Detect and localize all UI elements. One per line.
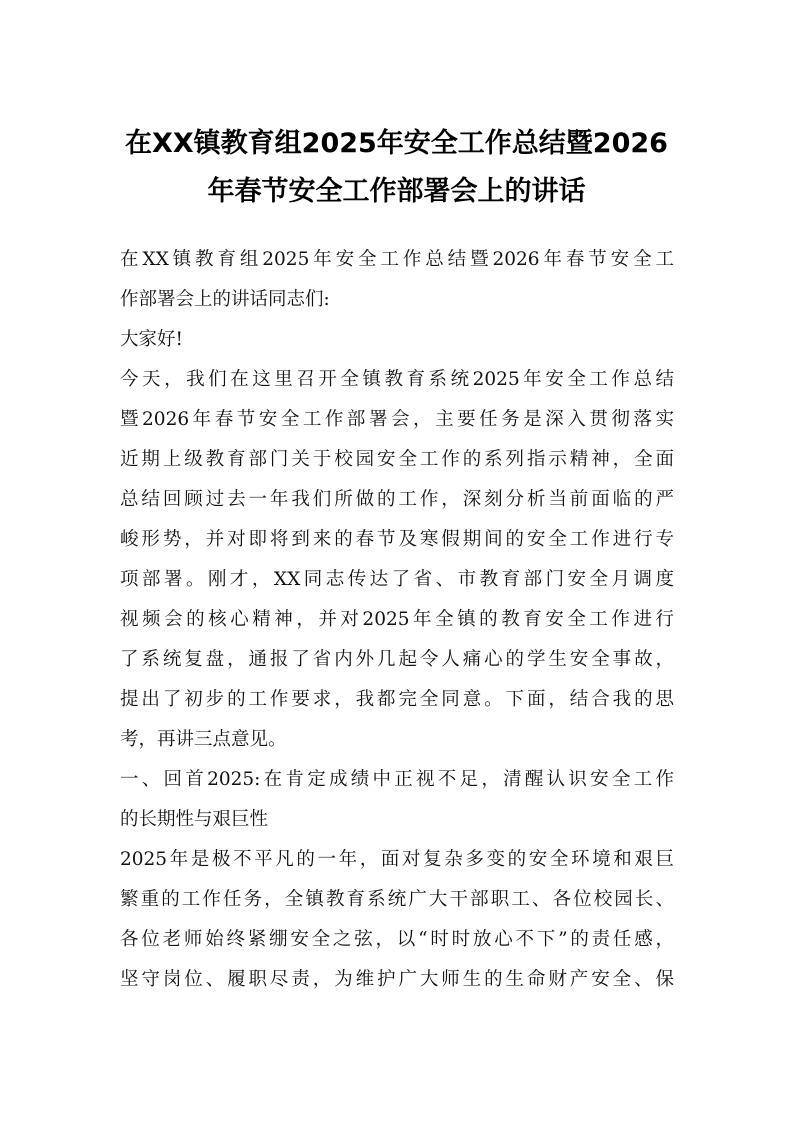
document-title-line-2: 年春节安全工作部署会上的讲话 bbox=[207, 176, 586, 207]
body-line: 在XX镇教育组2025年安全工作总结暨2026年春节安全工 bbox=[120, 249, 674, 270]
body-line: 考，再讲三点意见。 bbox=[120, 729, 287, 750]
body-line: 峻形势，并对即将到来的春节及寒假期间的安全工作进行专 bbox=[120, 529, 674, 550]
document-title-line-1: 在XX镇教育组2025年安全工作总结暨2026 bbox=[125, 128, 668, 159]
body-line: 近期上级教育部门关于校园安全工作的系列指示精神，全面 bbox=[120, 449, 674, 470]
body-line: 总结回顾过去一年我们所做的工作，深刻分析当前面临的严 bbox=[120, 489, 674, 510]
body-line: 视频会的核心精神，并对2025年全镇的教育安全工作进行 bbox=[120, 609, 674, 630]
body-line: 坚守岗位、履职尽责，为维护广大师生的生命财产安全、保 bbox=[120, 969, 674, 990]
body-line: 项部署。刚才，XX同志传达了省、市教育部门安全月调度 bbox=[120, 569, 674, 590]
body-line: 大家好! bbox=[120, 329, 183, 350]
body-line: 各位老师始终紧绷安全之弦，以“时时放心不下”的责任感， bbox=[120, 929, 674, 950]
section-heading-line: 的长期性与艰巨性 bbox=[120, 809, 269, 830]
body-line: 今天，我们在这里召开全镇教育系统2025年安全工作总结 bbox=[120, 369, 674, 390]
body-line: 作部署会上的讲话同志们: bbox=[120, 289, 330, 310]
body-line: 暨2026年春节安全工作部署会，主要任务是深入贯彻落实 bbox=[120, 409, 674, 430]
body-line: 2025年是极不平凡的一年，面对复杂多变的安全环境和艰巨 bbox=[120, 849, 674, 870]
body-line: 了系统复盘，通报了省内外几起令人痛心的学生安全事故， bbox=[120, 649, 674, 670]
body-line: 提出了初步的工作要求，我都完全同意。下面，结合我的思 bbox=[120, 689, 674, 710]
body-line: 繁重的工作任务，全镇教育系统广大干部职工、各位校园长、 bbox=[120, 889, 674, 910]
section-heading-line: 一、回首2025:在肯定成绩中正视不足，清醒认识安全工作 bbox=[120, 769, 674, 790]
